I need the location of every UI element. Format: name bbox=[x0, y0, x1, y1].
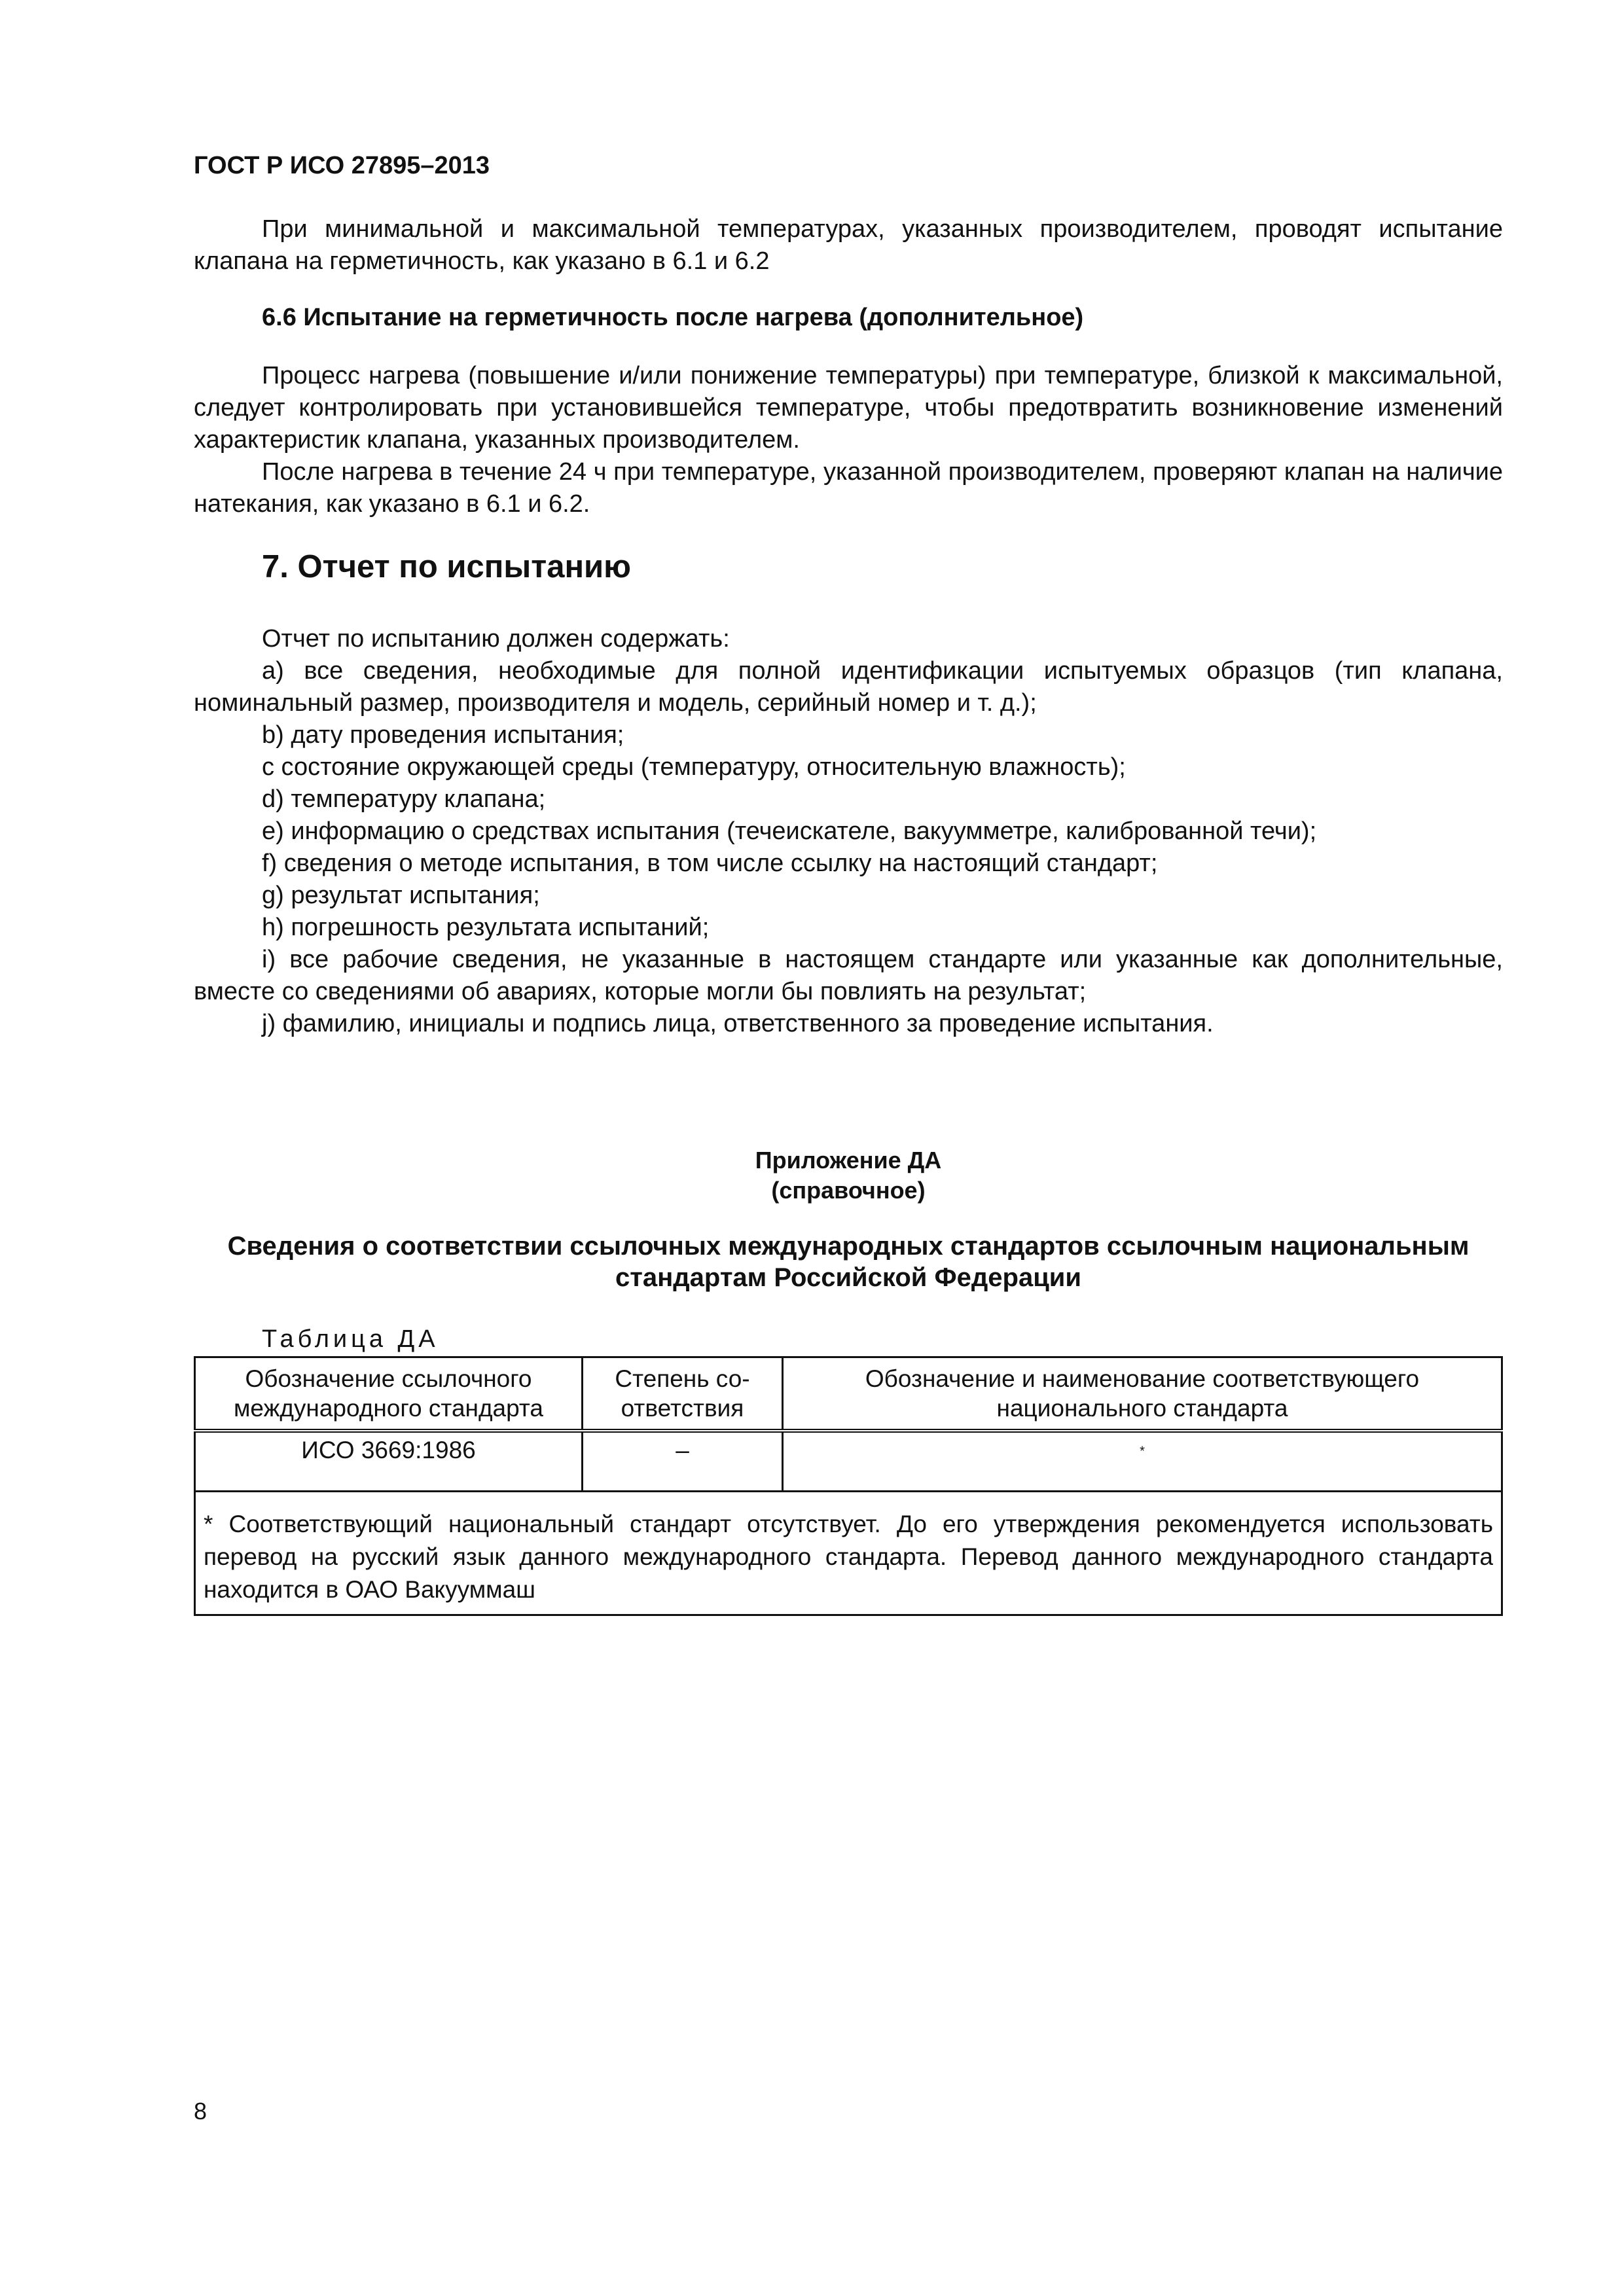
list-item-e: e) информацию о средствах испытания (течеискателе, вакуумметре, калиброванной течи); bbox=[262, 817, 1317, 845]
list-item-h: h) погрешность результата испытаний; bbox=[262, 914, 710, 941]
appendix-heading bbox=[194, 1145, 1503, 1206]
cell-national-standard bbox=[783, 1431, 1502, 1492]
table-caption: Таблица ДА bbox=[262, 1325, 439, 1353]
section-7-lead: Отчет по испытанию должен содержать: bbox=[262, 625, 730, 653]
section-7-body bbox=[194, 623, 1503, 1040]
intro-paragraph-block bbox=[194, 213, 1503, 278]
list-item-c: c состояние окружающей среды (температуру, относительную влажность); bbox=[262, 753, 1126, 781]
list-item-i: i) все рабочие сведения, не указанные в настоящем стандарте или указанные как дополнительные, вместе со сведениями об авариях, которые могли бы повлиять на результат; bbox=[194, 946, 1503, 1005]
document-header: ГОСТ Р ИСО 27895–2013 bbox=[194, 152, 490, 179]
list-item-d: d) температуру клапана; bbox=[262, 785, 546, 813]
cell-degree: – bbox=[583, 1431, 783, 1492]
table-note-row bbox=[195, 1492, 1502, 1615]
table-header-row bbox=[195, 1357, 1502, 1431]
list-item-f: f) сведения о методе испытания, в том числе ссылку на настоящий стандарт; bbox=[262, 850, 1158, 877]
page-number: 8 bbox=[194, 2098, 208, 2125]
section-6-6-body bbox=[194, 360, 1503, 520]
section-6-6-paragraph-2: После нагрева в течение 24 ч при температуре, указанной производителем, проверяют клапан на наличие натекания, как указано в 6.1 и 6.2. bbox=[194, 458, 1503, 518]
header-degree: Степень соответствия bbox=[583, 1357, 783, 1431]
table-note: * Соответствующий национальный стандарт отсутствует. До его утверждения рекомендуется использовать перевод на русский язык данного международного стандарта. Перевод данного международного стандарта находится в ОАО Вакууммаш bbox=[195, 1492, 1502, 1615]
intro-paragraph: При минимальной и максимальной температурах, указанных производителем, проводят испытание клапана на герметичность, как указано в 6.1 и 6.2 bbox=[194, 215, 1503, 275]
table-row bbox=[195, 1431, 1502, 1492]
footnote-mark: * bbox=[1140, 1444, 1145, 1459]
list-item-g: g) результат испытания; bbox=[262, 882, 540, 909]
section-7-title: 7. Отчет по испытанию bbox=[262, 549, 632, 584]
header-intl-standard: Обозначение ссылочного международного стандарта bbox=[195, 1357, 583, 1431]
cell-intl-standard: ИСО 3669:1986 bbox=[195, 1431, 583, 1492]
appendix-kind: (справочное) bbox=[771, 1177, 926, 1204]
section-6-6-paragraph-1: Процесс нагрева (повышение и/или понижение температуры) при температуре, близкой к максимальной, следует контролировать при установившейся температуре, чтобы предотвратить возникновение изменений характеристик клапана, указанных производителем. bbox=[194, 362, 1503, 454]
appendix-label: Приложение ДА bbox=[755, 1147, 942, 1174]
list-item-j: j) фамилию, инициалы и подпись лица, ответственного за проведение испытания. bbox=[262, 1010, 1214, 1037]
appendix-title: Сведения о соответствии ссылочных международных стандартов ссылочным национальным стандартам Российской Федерации bbox=[227, 1232, 1470, 1292]
appendix-title-block bbox=[194, 1230, 1503, 1293]
header-national-standard: Обозначение и наименование соответствующего национального стандарта bbox=[783, 1357, 1502, 1431]
correspondence-table bbox=[194, 1356, 1503, 1616]
section-6-6-title: 6.6 Испытание на герметичность после нагрева (дополнительное) bbox=[262, 304, 1084, 331]
list-item-b: b) дату проведения испытания; bbox=[262, 721, 624, 749]
list-item-a: a) все сведения, необходимые для полной идентификации испытуемых образцов (тип клапана, номинальный размер, производителя и модель, серийный номер и т. д.); bbox=[194, 657, 1503, 717]
